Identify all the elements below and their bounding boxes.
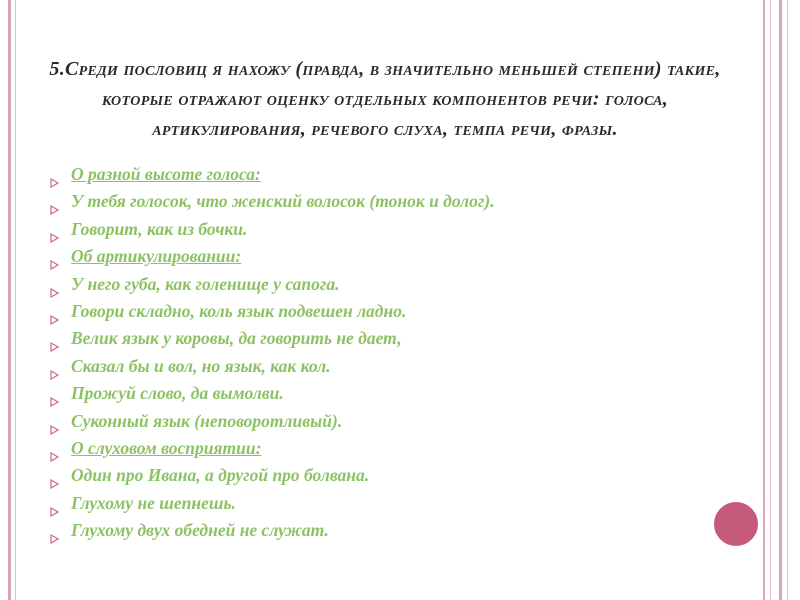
list-item	[50, 298, 730, 325]
proverb-text: Сказал бы и вол, но язык, как кол.	[71, 355, 331, 376]
triangle-bullet-icon	[50, 498, 59, 508]
section-heading-item	[50, 435, 730, 462]
proverb-list	[50, 161, 730, 544]
list-item	[50, 216, 730, 243]
list-item	[50, 271, 730, 298]
section-heading-text: Об артикулировании:	[71, 246, 242, 267]
triangle-bullet-icon	[50, 388, 59, 398]
list-item	[50, 325, 730, 352]
proverb-text: Говори складно, коль язык подвешен ладно.	[71, 300, 407, 321]
list-item	[50, 462, 730, 489]
triangle-bullet-icon	[50, 196, 59, 206]
list-item	[50, 380, 730, 407]
proverb-text: Суконный язык (неповоротливый).	[71, 410, 343, 431]
right-frame-line	[779, 0, 782, 600]
proverb-text: Глухому не шепнешь.	[71, 492, 236, 513]
triangle-bullet-icon	[50, 470, 59, 480]
list-item	[50, 408, 730, 435]
slide-title: 5.Среди пословиц я нахожу (правда, в значительно меньшей степени) такие, которые отражают оценку отдельных компонентов речи: голоса, артикулирования, речевого слуха, темпа речи, фразы.	[49, 58, 721, 140]
proverb-text: Прожуй слово, да вымолви.	[71, 383, 284, 404]
proverb-text: У тебя голосок, что женский волосок (тонок и долог).	[71, 191, 495, 212]
section-heading-item	[50, 161, 730, 188]
triangle-bullet-icon	[50, 361, 59, 371]
proverb-text: Один про Ивана, а другой про болвана.	[71, 465, 370, 486]
right-frame-line	[763, 0, 765, 600]
triangle-bullet-icon	[50, 416, 59, 426]
triangle-bullet-icon	[50, 279, 59, 289]
left-frame-line	[8, 0, 11, 600]
proverb-text: Говорит, как из бочки.	[71, 218, 248, 239]
section-heading-text: О слуховом восприятии:	[71, 437, 262, 458]
section-heading-text: О разной высоте голоса:	[71, 164, 261, 184]
triangle-bullet-icon	[50, 306, 59, 316]
triangle-bullet-icon	[50, 525, 59, 535]
triangle-bullet-icon	[50, 224, 59, 234]
list-item	[50, 517, 730, 544]
right-frame-line	[770, 0, 771, 600]
right-frame-line	[787, 0, 788, 600]
triangle-bullet-icon	[50, 443, 59, 453]
proverb-text: Велик язык у коровы, да говорить не дает,	[71, 328, 402, 349]
list-item	[50, 490, 730, 517]
triangle-bullet-icon	[50, 333, 59, 343]
proverb-text: Глухому двух обедней не служат.	[71, 520, 329, 541]
triangle-bullet-icon	[50, 169, 59, 179]
list-item	[50, 353, 730, 380]
decorative-circle	[711, 499, 761, 549]
section-heading-item	[50, 243, 730, 270]
left-frame-line-inner	[15, 0, 16, 600]
proverb-text: У него губа, как голенище у сапога.	[71, 273, 340, 294]
triangle-bullet-icon	[50, 251, 59, 261]
list-item	[50, 188, 730, 215]
